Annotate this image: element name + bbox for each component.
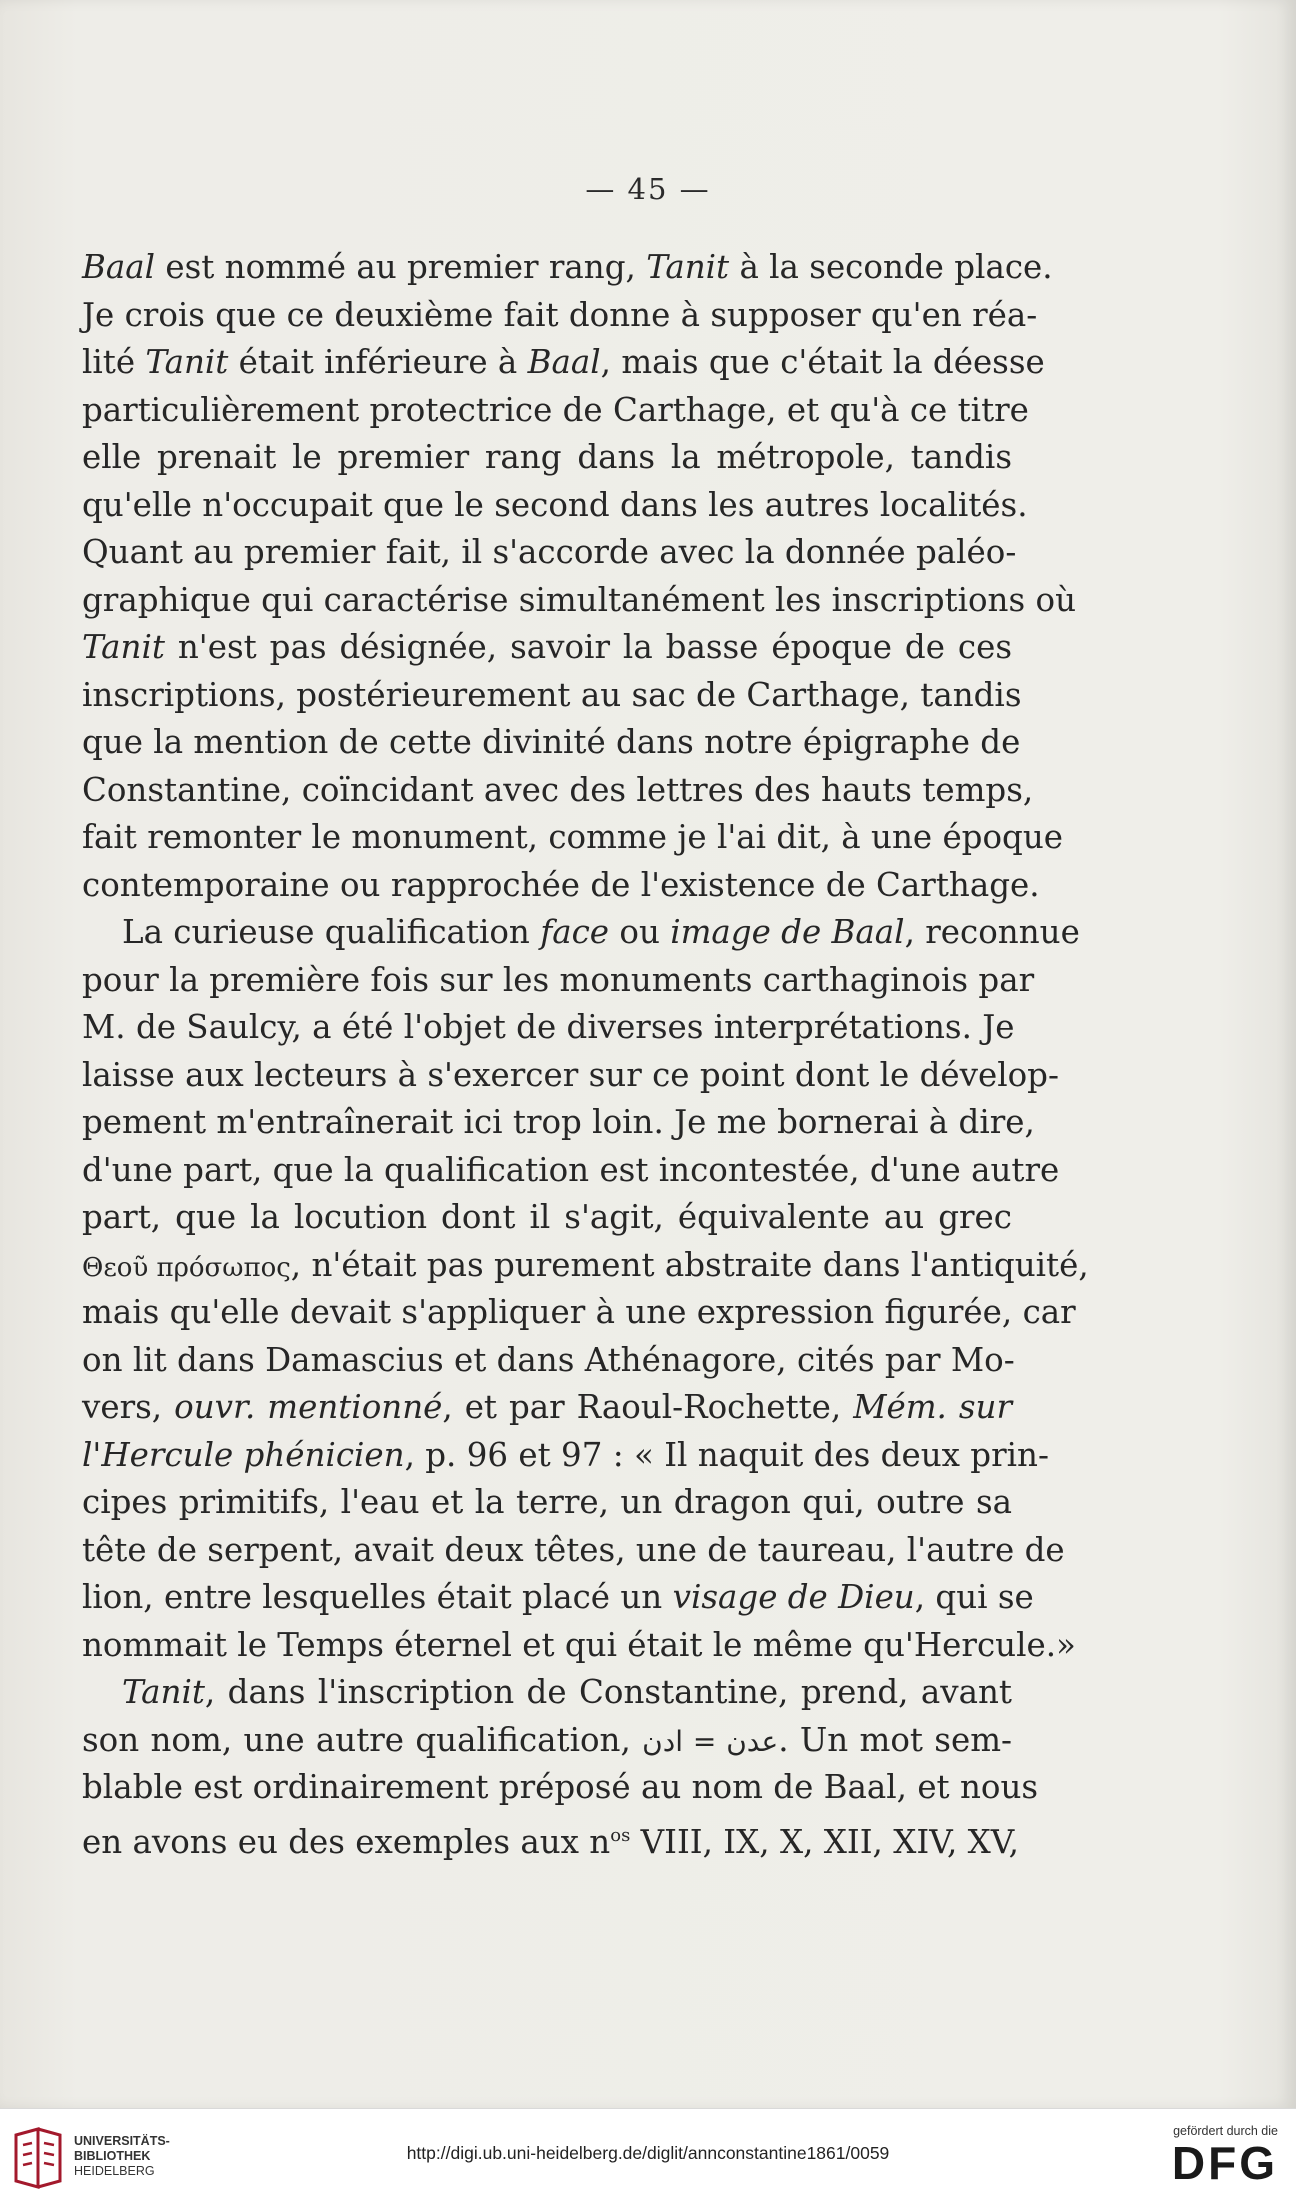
text-span: tête de serpent, avait deux têtes, une de taureau, l'autre de (82, 1530, 1065, 1569)
text-span: , mais que c'était la déesse (600, 343, 1045, 381)
text-span: à la seconde place. (729, 248, 1053, 286)
text-line (82, 1669, 1012, 1717)
text-line (82, 1384, 1012, 1432)
text-span: . Un mot sem- (778, 1720, 1012, 1759)
text-line (82, 719, 1021, 767)
text-line (82, 624, 1012, 672)
text-span: Quant au premier fait, il s'accorde avec la donnée paléo- (82, 533, 1017, 571)
text-line (82, 1717, 1012, 1765)
text-line (82, 1099, 1035, 1147)
text-line (82, 1527, 1065, 1575)
text-span: était inférieure à (228, 343, 528, 381)
italic-span: l'Hercule phénicien (82, 1435, 405, 1474)
text-line (82, 529, 1017, 577)
italic-span: Tanit (122, 1673, 205, 1711)
text-span: graphique qui caractérise simultanément les inscriptions où (82, 580, 1076, 619)
text-span: qu'elle n'occupait que le second dans les autres localités. (82, 485, 1028, 524)
text-line (82, 1622, 1076, 1670)
italic-span: Baal (82, 248, 156, 286)
text-span: contemporaine ou rapprochée de l'existence de Carthage. (82, 865, 1040, 904)
text-span: laisse aux lecteurs à s'exercer sur ce point dont le dévelop- (82, 1055, 1059, 1094)
text-line (82, 1812, 1019, 1861)
italic-span: Baal (527, 343, 601, 381)
text-line (82, 1337, 1015, 1385)
text-line (82, 1242, 1089, 1290)
text-span: , dans l'inscription de Constantine, prend, avant (204, 1673, 1012, 1711)
text-span: , n'était pas purement abstraite dans l'antiquité, (290, 1245, 1089, 1284)
text-span: Θεοῦ πρόσωπος (82, 1252, 291, 1283)
text-line (82, 1004, 1015, 1052)
text-span: mais qu'elle devait s'appliquer à une expression figurée, car (82, 1293, 1076, 1331)
text-line (82, 244, 1053, 292)
italic-span: Tanit (82, 628, 165, 666)
text-span: , reconnue (904, 913, 1080, 951)
text-span: cipes primitifs, l'eau et la terre, un dragon qui, outre sa (82, 1483, 1012, 1521)
italic-span: visage de Dieu (672, 1578, 915, 1616)
text-span: os (610, 1824, 631, 1846)
text-line (82, 1289, 1076, 1337)
text-line (82, 909, 1080, 957)
text-span: عدن = ادن (642, 1724, 779, 1758)
text-span: pour la première fois sur les monuments carthaginois par (82, 960, 1035, 999)
library-name-line3: HEIDELBERG (74, 2164, 155, 2178)
library-name-line1: UNIVERSITÄTS- (74, 2134, 170, 2148)
text-span: lion, entre lesquelles était placé un (82, 1578, 673, 1616)
text-span: fait remonter le monument, comme je l'ai dit, à une époque (82, 818, 1064, 856)
text-span: en avons eu des exemples aux n (82, 1822, 611, 1861)
text-span: inscriptions, postérieurement au sac de Carthage, tandis (82, 675, 1022, 714)
text-span: n'est pas désignée, savoir la basse époque de ces (164, 628, 1012, 666)
text-span: que la mention de cette divinité dans notre épigraphe de (82, 723, 1021, 761)
text-line (82, 1147, 1060, 1195)
text-span: d'une part, que la qualification est incontestée, d'une autre (82, 1150, 1060, 1189)
text-line (82, 814, 1064, 862)
text-span: , qui se (914, 1578, 1034, 1616)
text-line (82, 957, 1035, 1005)
text-span: lité (82, 343, 146, 381)
funder-logo (1138, 2124, 1278, 2188)
text-line (82, 387, 1029, 435)
italic-span: Tanit (646, 248, 730, 286)
permalink-url[interactable]: http://digi.ub.uni-heidelberg.de/diglit/annconstantine1861/0059 (406, 2143, 890, 2163)
page-number: — 45 — (585, 172, 711, 206)
funder-note: gefördert durch die (1173, 2124, 1278, 2138)
text-span: ou (609, 913, 671, 951)
text-span: Constantine, coïncidant avec des lettres des hauts temps, (82, 770, 1034, 809)
library-name-line2: BIBLIOTHEK (74, 2149, 151, 2163)
text-line (82, 1574, 1034, 1622)
text-line (82, 339, 1045, 387)
text-line (82, 1764, 1039, 1812)
italic-span: face (540, 913, 610, 951)
text-span: Je crois que ce deuxième fait donne à supposer qu'en réa- (82, 295, 1038, 334)
text-span: vers, (82, 1388, 175, 1426)
italic-span: Tanit (145, 343, 229, 381)
text-span: VIII, IX, X, XII, XIV, XV, (630, 1822, 1019, 1861)
text-line (82, 862, 1040, 910)
text-line (82, 767, 1034, 815)
text-span: elle prenait le premier rang dans la métropole, tandis (82, 438, 1012, 476)
text-span: part, que la locution dont il s'agit, équivalente au grec (82, 1198, 1012, 1236)
text-line (82, 482, 1028, 530)
text-line (82, 672, 1022, 720)
funder-name: DFG (1171, 2137, 1278, 2189)
text-span: particulièrement protectrice de Carthage, et qu'à ce titre (82, 390, 1029, 429)
text-span: est nommé au premier rang, (155, 248, 647, 286)
text-line (82, 1052, 1059, 1100)
text-line (82, 292, 1038, 340)
text-span: La curieuse qualification (122, 913, 541, 951)
text-line (82, 577, 1076, 625)
text-line (82, 1479, 1012, 1527)
italic-span: image de Baal (670, 913, 905, 951)
text-span: , p. 96 et 97 : « Il naquit des deux prin- (404, 1435, 1049, 1474)
text-span: nommait le Temps éternel et qui était le même qu'Hercule.» (82, 1625, 1076, 1664)
text-span: pement m'entraînerait ici trop loin. Je me bornerai à dire, (82, 1103, 1035, 1141)
italic-span: Mém. sur (853, 1388, 1012, 1426)
text-span: blable est ordinairement préposé au nom de Baal, et nous (82, 1768, 1039, 1806)
body-text (82, 244, 1089, 1861)
text-span: on lit dans Damascius et dans Athénagore, cités par Mo- (82, 1340, 1015, 1379)
text-span: , et par Raoul-Rochette, (442, 1388, 854, 1426)
text-line (82, 434, 1012, 482)
text-line (82, 1432, 1049, 1480)
text-span: M. de Saulcy, a été l'objet de diverses interprétations. Je (82, 1008, 1015, 1046)
italic-span: ouvr. mentionné (174, 1388, 443, 1426)
text-line (82, 1194, 1012, 1242)
text-span: son nom, une autre qualification, (82, 1720, 643, 1759)
